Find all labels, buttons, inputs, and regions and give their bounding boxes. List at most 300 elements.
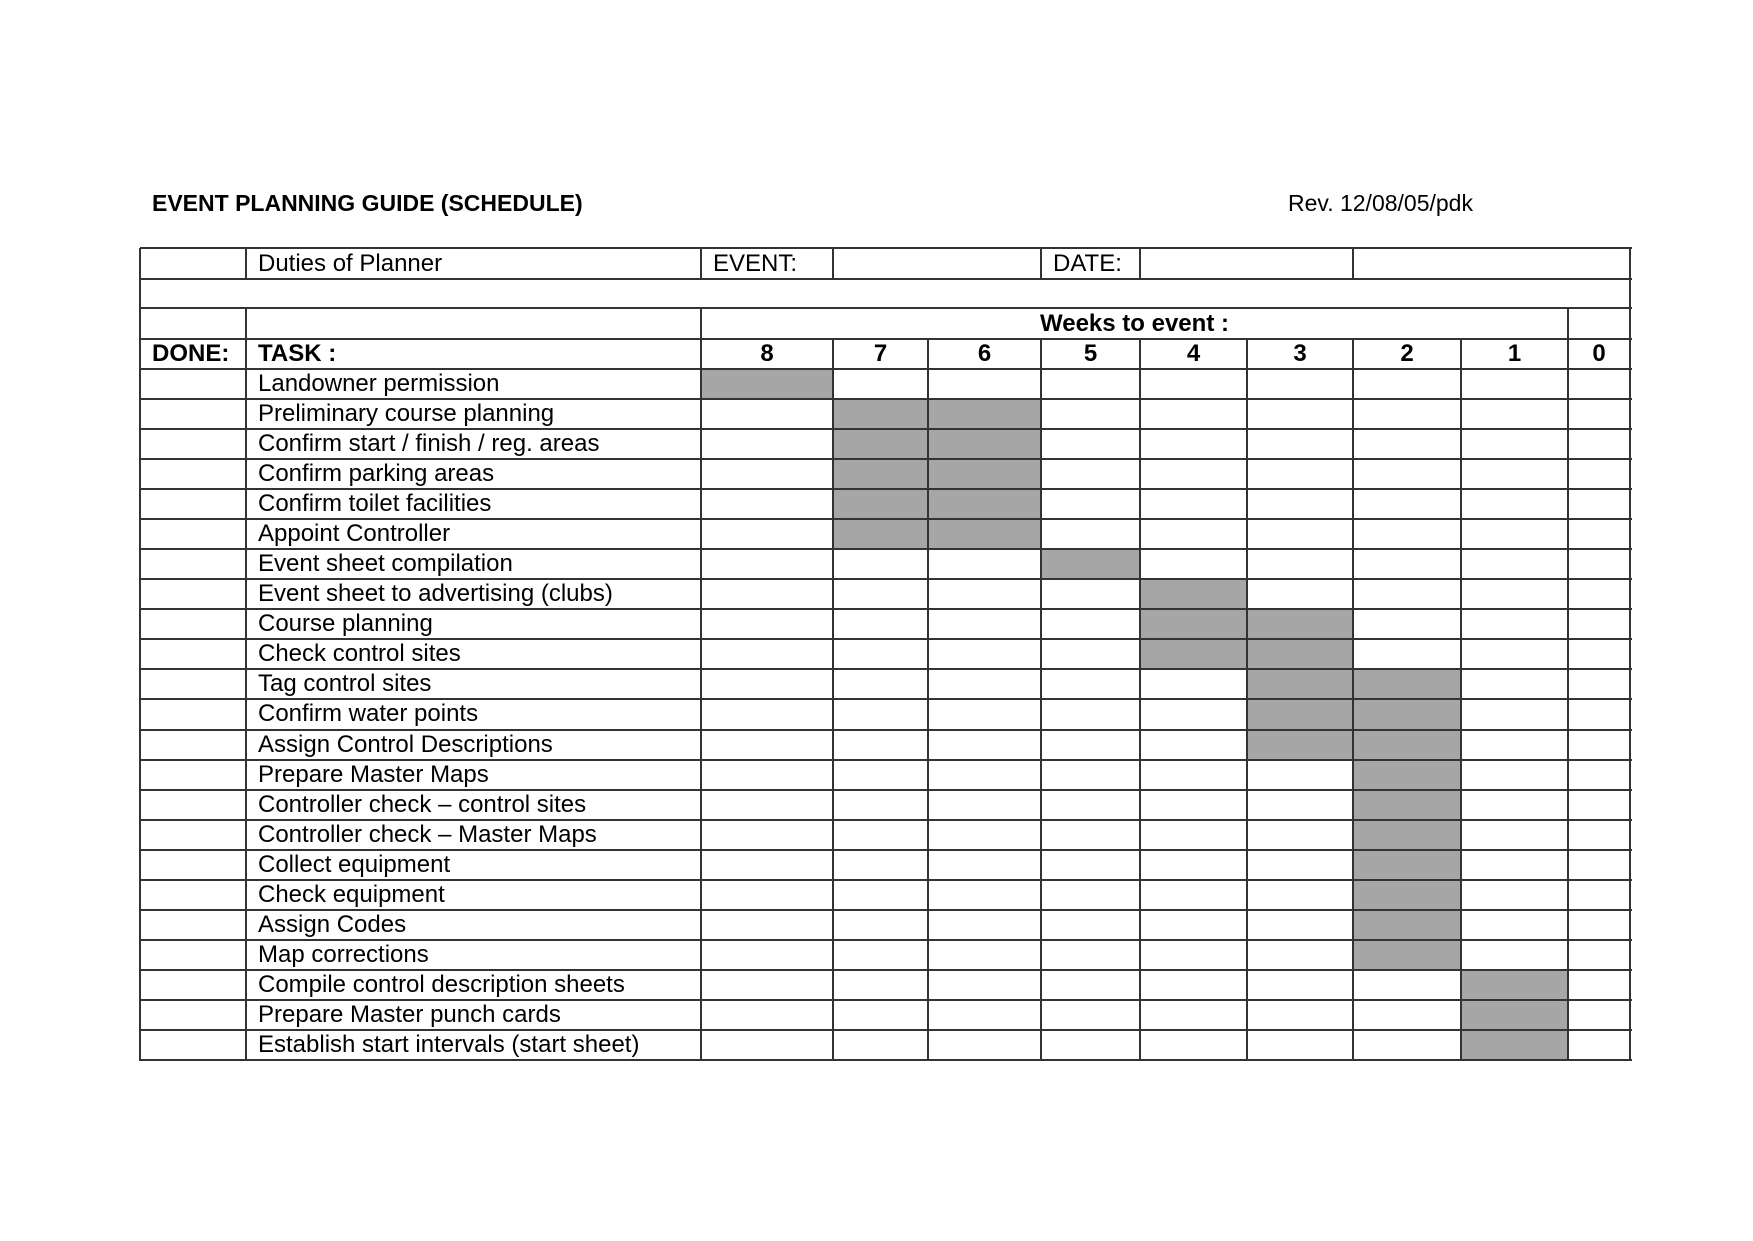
scheduled-week-cell — [1353, 880, 1461, 910]
grid-line — [1139, 339, 1141, 1061]
week-cell — [1140, 1000, 1247, 1030]
done-cell[interactable] — [140, 940, 246, 970]
week-cell — [1247, 760, 1353, 790]
week-cell — [701, 1000, 833, 1030]
week-cell — [833, 609, 928, 639]
scheduled-week-cell — [1461, 1000, 1568, 1030]
week-cell — [1140, 850, 1247, 880]
week-cell — [1353, 1030, 1461, 1060]
week-cell — [833, 970, 928, 1000]
grid-line — [140, 849, 1632, 851]
grid-line — [140, 1059, 1632, 1061]
grid-line — [140, 759, 1632, 761]
grid-line — [1040, 339, 1042, 1061]
week-cell — [928, 609, 1041, 639]
grid-line — [140, 488, 1632, 490]
scheduled-week-cell — [701, 369, 833, 399]
scheduled-week-cell — [1353, 940, 1461, 970]
scheduled-week-cell — [1247, 669, 1353, 699]
week-cell — [701, 519, 833, 549]
week-cell — [1568, 399, 1630, 429]
scheduled-week-cell — [1353, 669, 1461, 699]
scheduled-week-cell — [1353, 699, 1461, 729]
week-cell — [833, 940, 928, 970]
week-cell — [833, 1030, 928, 1060]
week-cell — [1353, 489, 1461, 519]
week-cell — [1140, 820, 1247, 850]
week-cell — [1353, 609, 1461, 639]
week-cell — [833, 1000, 928, 1030]
week-cell — [1140, 940, 1247, 970]
week-cell — [1461, 699, 1568, 729]
grid-line — [140, 999, 1632, 1001]
scheduled-week-cell — [1140, 579, 1247, 609]
week-cell — [833, 579, 928, 609]
week-cell — [1140, 549, 1247, 579]
week-cell — [1041, 760, 1140, 790]
task-name: Course planning — [258, 610, 433, 638]
week-cell — [928, 549, 1041, 579]
week-cell — [928, 639, 1041, 669]
week-cell — [833, 669, 928, 699]
scheduled-week-cell — [833, 489, 928, 519]
week-cell — [1568, 730, 1630, 760]
week-cell — [928, 1000, 1041, 1030]
scheduled-week-cell — [1353, 820, 1461, 850]
week-cell — [1247, 459, 1353, 489]
date-label: DATE: — [1053, 249, 1122, 277]
grid-line — [140, 668, 1632, 670]
week-cell — [1461, 489, 1568, 519]
week-cell — [1041, 1030, 1140, 1060]
week-cell — [1568, 970, 1630, 1000]
week-cell — [1140, 399, 1247, 429]
week-cell — [1140, 880, 1247, 910]
week-cell — [701, 880, 833, 910]
week-cell — [701, 790, 833, 820]
week-cell — [1247, 429, 1353, 459]
event-label: EVENT: — [713, 249, 798, 277]
grid-line — [1567, 308, 1569, 340]
week-cell — [1247, 1000, 1353, 1030]
grid-line — [140, 578, 1632, 580]
week-cell — [1568, 1000, 1630, 1030]
week-cell — [701, 489, 833, 519]
scheduled-week-cell — [1353, 790, 1461, 820]
grid-line — [140, 729, 1632, 731]
week-cell — [1247, 399, 1353, 429]
done-cell[interactable] — [140, 459, 246, 489]
week-cell — [1140, 760, 1247, 790]
task-name: Check control sites — [258, 640, 461, 668]
done-cell[interactable] — [140, 699, 246, 729]
task-name: Assign Control Descriptions — [258, 730, 553, 758]
scheduled-week-cell — [1461, 1030, 1568, 1060]
week-cell — [1041, 609, 1140, 639]
week-cell — [1041, 639, 1140, 669]
week-cell — [1140, 1030, 1247, 1060]
done-cell[interactable] — [140, 880, 246, 910]
week-cell — [1568, 669, 1630, 699]
task-name: Check equipment — [258, 880, 445, 908]
task-name: Appoint Controller — [258, 520, 451, 548]
grid-line — [140, 698, 1632, 700]
scheduled-week-cell — [1041, 549, 1140, 579]
grid-line — [832, 339, 834, 1061]
done-cell[interactable] — [140, 429, 246, 459]
week-cell — [1247, 850, 1353, 880]
extra-field[interactable] — [1353, 248, 1630, 279]
week-cell — [928, 699, 1041, 729]
grid-line — [1352, 339, 1354, 1061]
done-header: DONE: — [152, 340, 230, 367]
week-cell — [1461, 459, 1568, 489]
task-name: Establish start intervals (start sheet) — [258, 1030, 640, 1058]
scheduled-week-cell — [928, 489, 1041, 519]
week-cell — [1041, 880, 1140, 910]
week-cell — [1140, 699, 1247, 729]
week-cell — [1461, 820, 1568, 850]
week-cell — [701, 730, 833, 760]
week-cell — [701, 429, 833, 459]
week-cell — [1461, 519, 1568, 549]
scheduled-week-cell — [1353, 760, 1461, 790]
week-cell — [928, 579, 1041, 609]
week-cell — [1041, 459, 1140, 489]
grid-line — [927, 339, 929, 1061]
week-cell — [1568, 429, 1630, 459]
week-cell — [1041, 669, 1140, 699]
grid-line — [245, 248, 247, 280]
grid-line — [140, 789, 1632, 791]
scheduled-week-cell — [833, 429, 928, 459]
week-cell — [1353, 579, 1461, 609]
week-cell — [701, 609, 833, 639]
week-cell — [1041, 1000, 1140, 1030]
week-cell — [1568, 609, 1630, 639]
week-cell — [833, 850, 928, 880]
grid-line — [140, 1029, 1632, 1031]
week-cell — [833, 760, 928, 790]
done-cell[interactable] — [140, 609, 246, 639]
week-cell — [928, 970, 1041, 1000]
week-cell — [1247, 820, 1353, 850]
grid-line — [700, 308, 702, 340]
grid-line — [140, 819, 1632, 821]
week-cell — [1041, 399, 1140, 429]
done-cell[interactable] — [140, 1030, 246, 1060]
week-cell — [1568, 790, 1630, 820]
task-name: Controller check – control sites — [258, 790, 587, 818]
week-cell — [1247, 369, 1353, 399]
grid-line — [140, 548, 1632, 550]
grid-line — [140, 939, 1632, 941]
grid-line — [140, 969, 1632, 971]
grid-line — [140, 638, 1632, 640]
task-name: Controller check – Master Maps — [258, 820, 597, 848]
done-cell[interactable] — [140, 669, 246, 699]
week-cell — [1247, 880, 1353, 910]
week-cell — [1461, 669, 1568, 699]
scheduled-week-cell — [1353, 850, 1461, 880]
week-cell — [701, 1030, 833, 1060]
scheduled-week-cell — [833, 459, 928, 489]
week-cell — [1568, 760, 1630, 790]
week-cell — [833, 880, 928, 910]
week-header-6: 6 — [977, 340, 992, 367]
week-cell — [833, 910, 928, 940]
week-cell — [1140, 790, 1247, 820]
week-cell — [701, 669, 833, 699]
grid-line — [700, 339, 702, 1061]
grid-line — [140, 608, 1632, 610]
done-cell[interactable] — [140, 850, 246, 880]
scheduled-week-cell — [833, 399, 928, 429]
week-header-2: 2 — [1400, 340, 1414, 367]
week-cell — [1247, 489, 1353, 519]
week-cell — [1461, 850, 1568, 880]
scheduled-week-cell — [1461, 970, 1568, 1000]
scheduled-week-cell — [1140, 639, 1247, 669]
grid-line — [245, 308, 247, 340]
grid-line — [1040, 248, 1042, 280]
week-cell — [1247, 790, 1353, 820]
week-cell — [1568, 699, 1630, 729]
grid-line — [1460, 339, 1462, 1061]
week-cell — [1353, 519, 1461, 549]
week-cell — [928, 880, 1041, 910]
duties-label: Duties of Planner — [258, 249, 443, 277]
done-cell[interactable] — [140, 639, 246, 669]
week-cell — [1461, 910, 1568, 940]
week-cell — [1041, 579, 1140, 609]
scheduled-week-cell — [1247, 639, 1353, 669]
week-cell — [701, 549, 833, 579]
week-cell — [928, 940, 1041, 970]
week-cell — [1568, 880, 1630, 910]
week-cell — [1140, 910, 1247, 940]
grid-line — [140, 428, 1632, 430]
scheduled-week-cell — [1247, 699, 1353, 729]
week-header-5: 5 — [1083, 340, 1098, 367]
week-cell — [1041, 489, 1140, 519]
week-cell — [1461, 880, 1568, 910]
week-cell — [1247, 549, 1353, 579]
week-cell — [1568, 820, 1630, 850]
week-cell — [1353, 399, 1461, 429]
week-cell — [1461, 639, 1568, 669]
task-name: Event sheet to advertising (clubs) — [258, 580, 613, 608]
week-cell — [1353, 369, 1461, 399]
week-cell — [928, 1030, 1041, 1060]
scheduled-week-cell — [928, 429, 1041, 459]
done-cell[interactable] — [140, 519, 246, 549]
grid-line — [245, 339, 247, 1061]
week-cell — [1041, 790, 1140, 820]
week-cell — [1461, 369, 1568, 399]
week-cell — [1461, 760, 1568, 790]
week-cell — [1353, 429, 1461, 459]
week-cell — [928, 790, 1041, 820]
week-cell — [701, 910, 833, 940]
grid-line — [140, 518, 1632, 520]
week-cell — [1140, 669, 1247, 699]
task-name: Prepare Master Maps — [258, 760, 489, 788]
week-cell — [1568, 489, 1630, 519]
done-cell[interactable] — [140, 790, 246, 820]
week-cell — [701, 399, 833, 429]
week-cell — [1461, 609, 1568, 639]
task-header: TASK : — [258, 340, 337, 367]
scheduled-week-cell — [928, 459, 1041, 489]
week-header-4: 4 — [1186, 340, 1201, 367]
event-field[interactable] — [833, 248, 1041, 279]
week-cell — [833, 699, 928, 729]
week-cell — [1568, 850, 1630, 880]
scheduled-week-cell — [1247, 609, 1353, 639]
week-cell — [1461, 940, 1568, 970]
done-cell[interactable] — [140, 820, 246, 850]
done-cell[interactable] — [140, 730, 246, 760]
week-cell — [1461, 790, 1568, 820]
week-cell — [701, 940, 833, 970]
week-cell — [1247, 910, 1353, 940]
week-cell — [1140, 489, 1247, 519]
grid-line — [140, 307, 1632, 309]
week-cell — [1041, 910, 1140, 940]
done-cell[interactable] — [140, 549, 246, 579]
week-cell — [1140, 429, 1247, 459]
task-name: Confirm parking areas — [258, 460, 495, 488]
week-cell — [1041, 369, 1140, 399]
scheduled-week-cell — [928, 399, 1041, 429]
scheduled-week-cell — [1247, 730, 1353, 760]
week-cell — [1041, 519, 1140, 549]
week-cell — [1247, 970, 1353, 1000]
task-name: Map corrections — [258, 940, 429, 968]
done-cell[interactable] — [140, 579, 246, 609]
grid-line — [700, 248, 702, 280]
task-name: Confirm start / finish / reg. areas — [258, 430, 600, 458]
week-cell — [1353, 970, 1461, 1000]
grid-line — [140, 368, 1632, 370]
grid-line — [140, 458, 1632, 460]
week-cell — [1140, 519, 1247, 549]
grid-line — [1352, 248, 1354, 280]
week-cell — [928, 910, 1041, 940]
done-cell[interactable] — [140, 760, 246, 790]
week-cell — [1140, 730, 1247, 760]
week-header-3: 3 — [1293, 340, 1307, 367]
week-cell — [928, 850, 1041, 880]
week-cell — [701, 639, 833, 669]
week-header-0: 0 — [1592, 340, 1606, 367]
scheduled-week-cell — [1353, 910, 1461, 940]
grid-line — [140, 278, 1632, 280]
week-cell — [1041, 850, 1140, 880]
week-cell — [701, 699, 833, 729]
week-header-1: 1 — [1507, 340, 1522, 367]
scheduled-week-cell — [833, 519, 928, 549]
week-cell — [701, 850, 833, 880]
task-name: Landowner permission — [258, 370, 500, 398]
week-cell — [833, 730, 928, 760]
week-cell — [928, 669, 1041, 699]
task-name: Preliminary course planning — [258, 400, 555, 428]
task-name: Tag control sites — [258, 670, 432, 698]
grid-line — [140, 338, 1632, 340]
week-cell — [833, 549, 928, 579]
grid-line — [140, 909, 1632, 911]
week-cell — [928, 760, 1041, 790]
week-cell — [1247, 940, 1353, 970]
grid-line — [1246, 339, 1248, 1061]
week-cell — [1041, 820, 1140, 850]
done-cell[interactable] — [140, 489, 246, 519]
week-cell — [928, 820, 1041, 850]
scheduled-week-cell — [1353, 730, 1461, 760]
week-cell — [1041, 970, 1140, 1000]
week-cell — [1568, 1030, 1630, 1060]
week-cell — [1353, 459, 1461, 489]
week-cell — [1041, 699, 1140, 729]
week-cell — [1041, 940, 1140, 970]
date-field[interactable] — [1140, 248, 1353, 279]
week-cell — [1353, 1000, 1461, 1030]
done-cell[interactable] — [140, 970, 246, 1000]
week-cell — [1041, 730, 1140, 760]
task-name: Assign Codes — [258, 910, 407, 938]
week-cell — [1461, 730, 1568, 760]
grid-line — [140, 398, 1632, 400]
task-name: Prepare Master punch cards — [258, 1000, 561, 1028]
week-cell — [1568, 910, 1630, 940]
week-cell — [1247, 519, 1353, 549]
done-cell[interactable] — [140, 910, 246, 940]
done-cell[interactable] — [140, 1000, 246, 1030]
week-cell — [701, 820, 833, 850]
week-cell — [1568, 579, 1630, 609]
grid-line — [140, 879, 1632, 881]
week-cell — [1568, 639, 1630, 669]
week-cell — [1140, 970, 1247, 1000]
week-cell — [1140, 369, 1247, 399]
week-cell — [701, 970, 833, 1000]
week-cell — [928, 369, 1041, 399]
week-cell — [833, 820, 928, 850]
week-cell — [701, 579, 833, 609]
grid-line — [1567, 339, 1569, 1061]
done-top-cell — [140, 248, 246, 279]
page-title: EVENT PLANNING GUIDE (SCHEDULE) — [152, 190, 583, 216]
week-cell — [701, 760, 833, 790]
weeks-heading: Weeks to event : — [1040, 309, 1229, 337]
week-cell — [1461, 549, 1568, 579]
scheduled-week-cell — [1140, 609, 1247, 639]
week-cell — [833, 639, 928, 669]
task-name: Confirm toilet facilities — [258, 490, 492, 518]
grid-line — [139, 248, 141, 1061]
grid-line — [832, 248, 834, 280]
week-cell — [833, 369, 928, 399]
scheduled-week-cell — [928, 519, 1041, 549]
task-name: Confirm water points — [258, 700, 479, 728]
week-cell — [928, 730, 1041, 760]
done-cell[interactable] — [140, 399, 246, 429]
week-cell — [1568, 549, 1630, 579]
done-cell[interactable] — [140, 369, 246, 399]
week-cell — [1568, 459, 1630, 489]
